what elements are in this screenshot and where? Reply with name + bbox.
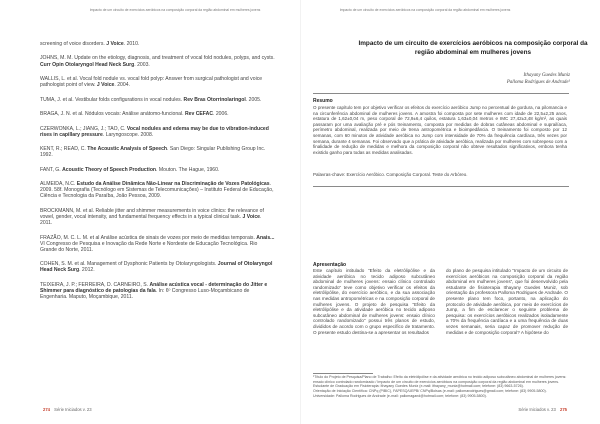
reference-item: FANT, G. Acoustic Theory of Speech Production. Mouton. The Hague, 1960. xyxy=(40,166,220,173)
page-number: 275 xyxy=(560,407,567,412)
page-number: 274 xyxy=(43,407,50,412)
reference-list xyxy=(40,41,275,309)
running-head-right: Impacto de um circuito de exercícios aeróbicos na composição corporal da região abdominal em mulheres jovens xyxy=(339,8,511,12)
reference-item: WALLIS, L. et al. Vocal fold nodule vs. vocal fold polyp: Answer from surgical pathologist and voice pathologist point of view. J Voice. 2004. xyxy=(40,76,263,89)
reference-item: TEIXEIRA, J. P.; FERREIRA, D. CARNEIRO, S. Análise acústica vocal - determinação do Jitter e Shimmer para diagnóstico de patologias da fala. In: 6º Congresso Luso-Moçambicano de Engenharia. Maputo, Moçambique, 2011. xyxy=(40,281,268,301)
folio-left xyxy=(40,407,92,412)
author-name: Ithayany Guedes Muniz xyxy=(523,73,570,78)
running-head-left: Impacto de um circuito de exercícios aeróbicos na composição corporal da região abdominal em mulheres jovens xyxy=(89,8,261,12)
keywords: Palavras-chave: Exercício Aeróbico. Composição Corporal. Teste do Arbóreo. xyxy=(313,172,468,177)
body-column-2: do plano de pesquisa intitulado “Impacto de um circuito de exercícios aeróbicos na composição corporal da região abdominal em mulheres jovens”, que foi desenvolvido pela estudante de fisioterapia Ithayany Guedes Muniz, sob orientação da professora Palloma Rodrigues de Andrade. O presente plano tem foco, portanto, na aplicação do protocolo de atividade aeróbica, por meio de exercícios de Jump, a fim de esclarecer o seguinte problema de pesquisa: os exercícios aeróbicos realizados isoladamente a 70% da frequência cardíaca e a uma frequência de duas vezes semanais, seria capaz de promover redução de medidas e de composição corporal? A hipótese do xyxy=(446,268,568,335)
reference-item: KENT, R.; READ, C. The Acoustic Analysis of Speech. San Diego: Singular Publishing Group Inc. 1992. xyxy=(40,146,266,159)
reference-item: FRAZÃO, M. C. L. M. et al Análise acústica de sinais de vozes por meio de medidas temporais. Anais... VI Congresso de Pesquisa e Inovação da Rede Norte e Nordeste de Educação Tecnológica. Rio Grande do Norte, 2011. xyxy=(40,234,275,253)
section-heading: Apresentação xyxy=(313,262,347,268)
journal-name: Série Iniciados v. 23 xyxy=(518,407,556,412)
article-title: Impacto de um circuito de exercícios aeróbicos na composição corporal da região abdominal em mulheres jovens xyxy=(358,40,588,56)
author-name: Palloma Rodrigues de Andrade¹ xyxy=(506,80,570,86)
reference-item: CZERWONKA, L.; JIANG, J.; TAO, C. Vocal nodules and edema may be due to vibration-induced rises in capillary pressure. Laryngoscope. 2008. xyxy=(40,125,269,138)
reference-item: BROCKMANN, M. et al. Reliable jitter and shimmer measurements in voice clinics: the relevance of vowel, gender, vocal intensity, and fundamental frequency effects in a typical clinical task. J Voice. 2011. xyxy=(40,207,264,227)
footnotes: ¹Título do Projeto de Pesquisa/Plano de Trabalho: Efeito da eletrólipólise e da atividade aeróbica no tecido adiposo subcutâneo abdominal de mulheres jovens: ensaio clínico controlado randomizado / Impacto de um circuito de exercícios aeróbicos na composição corporal da região abdominal em mulheres jovens. Estudante de Graduação em Fisioterapia: Ithayany Guedes Muniz (e-mail: ithayany_muniz@hotmail.com; telefone: (83) 9663-5726). Orientação de Iniciação Científica: CNPq (PIBIC), FAPESQ/UEPB/ CNPq/Bolsas (e-mail: pallomarodrigues@gmail.com; telefone: (83) 9905-5800). Universidade: Palloma Rodrigues de Andrade (e-mail: pallomagand@hotmail.com; telefone: (83) 9905-5800). xyxy=(313,375,567,398)
reference-item: COHEN, S. M. et al. Management of Dysphonic Patients by Otolaryngologists. Journal of Otolaryngol Head Neck Surg. 2012. xyxy=(40,261,273,274)
reference-item: ALMEIDA, N.C. Estudo da Análise Dinâmica Não-Linear na Discriminação de Vozes Patológicas. 2009. 58f. Monografia (Tecnólogo em Sistemas de Telecomunicações) – Instituto Federal de Educação, Ciência e Tecnologia da Paraíba, João Pessoa, 2009. xyxy=(40,181,274,200)
body-column-1: Este capítulo intitulado “Efeito da eletrólipólise e da atividade aeróbica no tecido adiposo subcutâneo abdominal de mulheres jovens: ensaio clínico controlado randomizado” teve como objetivo verificar os efeitos da eletrólipólise, do exercício aeróbico, e da sua associação nas medidas antropométricas e na composição corporal de mulheres jovens. O projeto de pesquisa “Efeito da eletrólipólise e da atividade aeróbica no tecido adiposo subcutâneo abdominal de mulheres jovens: ensaio clínico controlado randomizado” possui três planos de estudo, divididos de acordo com o grupo específico de tratamento. O presente estudo destina-se a apresentar os resultados xyxy=(313,268,435,335)
reference-item: TUMA, J. et al. Vestibular folds configurations in vocal nodules. Rev Bras Otorrinolaringol. 2005. xyxy=(40,96,262,103)
reference-item: JOHNS, M. M. Update on the etiology, diagnosis, and treatment of vocal fold nodules, polyps, and cysts. Curr Opin Otolaryngol Head Neck Surg. 2003. xyxy=(40,55,275,68)
reference-item: BRAGA, J. N. et al. Nódulos vocais: Análise anátomo-funcional. Rev CEFAC. 2006. xyxy=(40,111,229,118)
author-block xyxy=(507,72,570,87)
abstract-rule-top xyxy=(313,93,569,94)
footnote-rule xyxy=(313,373,373,374)
journal-name: Série Iniciados v. 23 xyxy=(54,407,92,412)
folio-right xyxy=(518,407,570,412)
right-page xyxy=(300,0,600,424)
abstract-rule-bottom xyxy=(313,186,569,187)
reference-item: screening of voice disorders. J Voice. 2010. xyxy=(40,41,140,47)
abstract-heading: Resumo xyxy=(313,98,333,104)
abstract-text: O presente capítulo tem por objetivo verificar os efeitos do exercício aeróbico Jump no percentual de gordura, na pilomancia e na circunferência abdominal de mulheres jovens. A amostra foi composta por sete mulheres com idade de 22,5±2,25 anos, estatura de 1,62±0,04 m, peso corporal de 72,9±6,4 quilos, estatura 1,63±0,04 metros e IMC 27,42±3,48 kg/m², as quais passaram por uma avaliação pré e pós treinamento, composta por medidas de dobras cutâneas abdominal e suprailíaca, perímetro abdominal, realizada por meio de trena antropométrica e bioimpedância. O treinamento foi composto por 12 semanas, com 60 minutos de atividade aeróbica no Jump com intensidade de 70% da frequência cardíaca, três vezes por semana, durante 4 semanas. Foi observado que a prática de atividade aeróbica, realizada por mulheres com sobrepeso com a finalidade de redução de medidas e melhora da composição corporal não obteve resultados significativos, embora tenha existido ganho para todas as medidas analisadas. xyxy=(313,105,567,155)
